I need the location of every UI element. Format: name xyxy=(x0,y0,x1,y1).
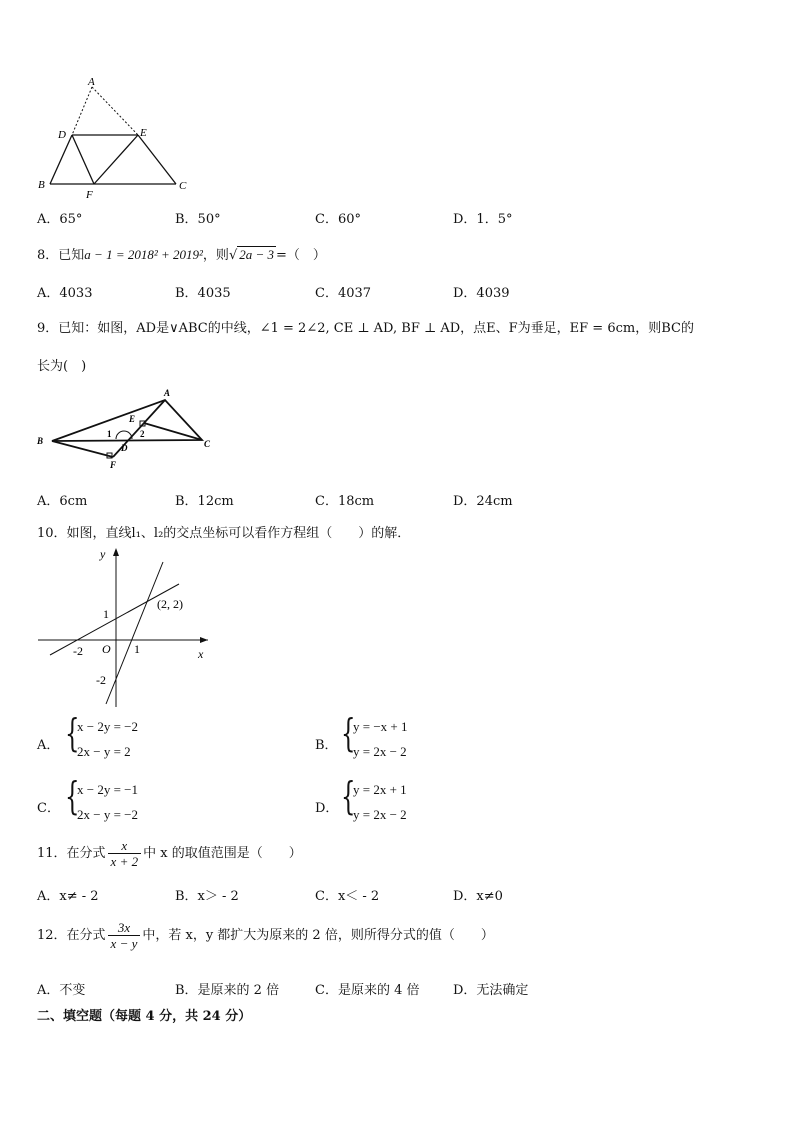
question-9-line2: 长为( ) xyxy=(37,359,87,374)
q11-prefix: 11．在分式 xyxy=(37,846,106,861)
q10-option-b-letter: B． xyxy=(315,738,338,753)
q10-option-d[interactable] xyxy=(315,774,515,827)
q8-option-a[interactable]: A．4033 xyxy=(37,286,93,301)
q10-c-eq1: x − 2y = −1 xyxy=(77,782,138,797)
q12-denominator: x − y xyxy=(108,935,141,951)
label-1: 1 xyxy=(107,429,112,439)
brace-icon: { xyxy=(65,774,80,818)
question-11 xyxy=(37,838,302,869)
q11-option-d[interactable]: D．x≠0 xyxy=(453,889,503,904)
q11-option-b[interactable]: B．x＞ - 2 xyxy=(175,889,239,904)
q12-numerator: 3x xyxy=(117,920,131,935)
q8-option-b[interactable]: B．4035 xyxy=(175,286,231,301)
q9-option-a[interactable]: A．6cm xyxy=(37,494,88,509)
q10-b-eq2: y = 2x − 2 xyxy=(353,744,407,759)
label-F: F xyxy=(86,189,93,200)
q11-denominator: x + 2 xyxy=(108,853,142,869)
q8-radical-sign: √ xyxy=(228,248,238,263)
q8-radicand: 2a − 3 xyxy=(239,247,275,262)
question-9-line1: 9．已知：如图，AD是∨ABC的中线，∠1 = 2∠2, CE ⊥ AD, BF ⊥ AD，点E、F为垂足，EF = 6cm，则BC的 xyxy=(37,321,694,336)
q12-option-d[interactable]: D．无法确定 xyxy=(453,983,529,998)
q8-prefix: 已知 xyxy=(58,248,85,263)
q8-suffix: =（ ） xyxy=(276,248,326,263)
q8-equation: a − 1 = 2018² + 2019² xyxy=(84,247,203,262)
q11-option-c[interactable]: C．x＜ - 2 xyxy=(315,889,380,904)
label-C: C xyxy=(204,439,211,449)
q10-option-a[interactable] xyxy=(37,711,237,764)
q11-numerator: x xyxy=(121,838,128,853)
q10-option-c-letter: C． xyxy=(37,801,60,816)
q10-b-eq1: y = −x + 1 xyxy=(353,719,408,734)
label-2: 2 xyxy=(140,429,145,439)
label-1-y: 1 xyxy=(103,607,109,621)
q7-option-c[interactable]: C．60° xyxy=(315,212,361,227)
q8-middle: ，则 xyxy=(202,248,229,263)
q9-option-b[interactable]: B．12cm xyxy=(175,494,234,509)
q12-prefix: 12．在分式 xyxy=(37,928,106,943)
q10-option-d-letter: D． xyxy=(315,801,339,816)
brace-icon: { xyxy=(341,774,356,818)
q7-option-d[interactable]: D．1．5° xyxy=(453,212,513,227)
q12-option-a[interactable]: A．不变 xyxy=(37,983,86,998)
label-E: E xyxy=(129,414,136,424)
label-D: D xyxy=(121,443,128,453)
brace-icon: { xyxy=(65,711,80,755)
label-intersection: (2, 2) xyxy=(157,597,183,611)
triangle-figure-q7 xyxy=(34,74,194,200)
q10-a-eq2: 2x − y = 2 xyxy=(77,744,131,759)
label-y: y xyxy=(100,547,106,561)
q12-suffix: 中，若 x，y 都扩大为原来的 2 倍，则所得分式的值（ ） xyxy=(142,928,494,943)
question-10: 10．如图，直线l₁、l₂的交点坐标可以看作方程组（ ）的解． xyxy=(37,526,411,541)
q8-option-c[interactable]: C．4037 xyxy=(315,286,372,301)
label-D: D xyxy=(58,129,66,141)
label-neg2-x: -2 xyxy=(73,644,83,658)
q12-option-c[interactable]: C．是原来的 4 倍 xyxy=(315,983,420,998)
q9-option-d[interactable]: D．24cm xyxy=(453,494,513,509)
label-B: B xyxy=(38,179,45,191)
section-heading: 二、填空题（每题 4 分，共 24 分） xyxy=(37,1009,252,1024)
label-neg2-y: -2 xyxy=(96,673,106,687)
label-x: x xyxy=(198,647,204,661)
label-origin: O xyxy=(102,642,111,656)
q11-suffix: 中 x 的取值范围是（ ） xyxy=(143,846,302,861)
label-A: A xyxy=(164,388,171,398)
q10-option-c[interactable] xyxy=(37,774,237,827)
q11-fraction xyxy=(108,838,142,869)
q11-option-a[interactable]: A．x≠ - 2 xyxy=(37,889,99,904)
label-1-x: 1 xyxy=(134,642,140,656)
q8-number: 8． xyxy=(37,248,59,263)
brace-icon: { xyxy=(341,711,356,755)
q9-option-c[interactable]: C．18cm xyxy=(315,494,375,509)
question-8 xyxy=(37,244,326,263)
q10-option-b[interactable] xyxy=(315,711,515,764)
q10-option-a-letter: A． xyxy=(37,738,60,753)
q7-option-b[interactable]: B．50° xyxy=(175,212,221,227)
q10-d-eq2: y = 2x − 2 xyxy=(353,807,407,822)
q10-c-eq2: 2x − y = −2 xyxy=(77,807,138,822)
q7-option-a[interactable]: A．65° xyxy=(37,212,83,227)
q8-option-d[interactable]: D．4039 xyxy=(453,286,510,301)
q10-a-eq1: x − 2y = −2 xyxy=(77,719,138,734)
q12-option-b[interactable]: B．是原来的 2 倍 xyxy=(175,983,280,998)
q12-fraction xyxy=(108,920,141,951)
label-A: A xyxy=(88,76,95,88)
q10-d-eq1: y = 2x + 1 xyxy=(353,782,407,797)
triangle-figure-q9 xyxy=(32,384,222,474)
label-F: F xyxy=(110,460,117,470)
question-12 xyxy=(37,920,494,951)
label-B: B xyxy=(37,436,44,446)
label-E: E xyxy=(140,127,147,139)
coordinate-graph-q10 xyxy=(32,542,222,710)
label-C: C xyxy=(179,180,187,192)
